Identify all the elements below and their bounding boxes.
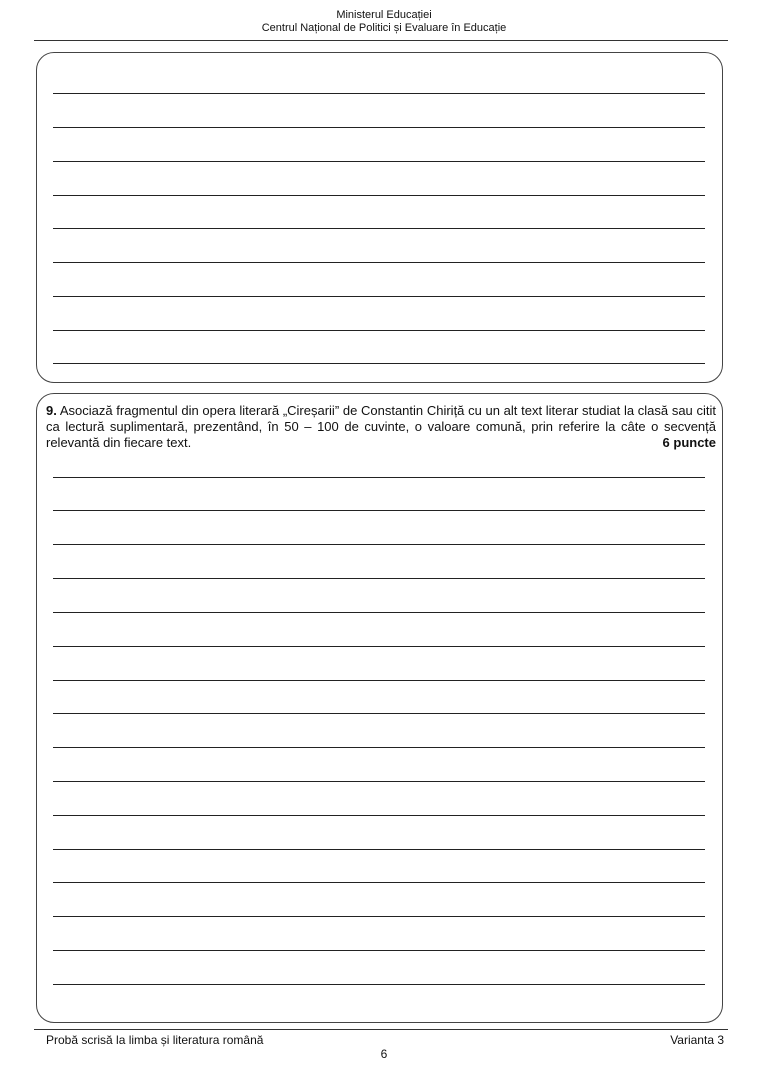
center-name: Centrul Național de Politici și Evaluare în Educație [261, 22, 507, 34]
writing-line[interactable] [53, 747, 705, 748]
writing-line[interactable] [53, 578, 705, 579]
writing-line[interactable] [53, 544, 705, 545]
page-header [0, 9, 768, 35]
writing-line[interactable] [53, 950, 705, 951]
writing-line[interactable] [53, 781, 705, 782]
writing-line[interactable] [53, 228, 705, 229]
question-text: Asociază fragmentul din opera literară „Cireșarii” de Constantin Chiriță cu un alt text literar studiat la clasă sau citit ca lectură suplimentară, prezentând, în 50 – 100 de cuvinte, o valoare comună, prin referire la câte o secvență relevantă din fiecare text. [46, 403, 716, 450]
answer-box-previous [36, 52, 723, 383]
question-9 [46, 403, 716, 451]
writing-line[interactable] [53, 815, 705, 816]
writing-line[interactable] [53, 93, 705, 94]
writing-line[interactable] [53, 195, 705, 196]
writing-line[interactable] [53, 849, 705, 850]
question-points: 6 puncte [662, 435, 716, 450]
writing-line[interactable] [53, 646, 705, 647]
writing-line[interactable] [53, 984, 705, 985]
writing-line[interactable] [53, 713, 705, 714]
ministry-name: Ministerul Educației [336, 9, 432, 21]
writing-line[interactable] [53, 262, 705, 263]
writing-line[interactable] [53, 363, 705, 364]
writing-line[interactable] [53, 680, 705, 681]
question-number: 9. [46, 403, 57, 418]
question-9-box [36, 393, 723, 1023]
header-divider [34, 40, 728, 41]
writing-line[interactable] [53, 510, 705, 511]
writing-line[interactable] [53, 916, 705, 917]
writing-line[interactable] [53, 296, 705, 297]
writing-line[interactable] [53, 127, 705, 128]
exam-name: Probă scrisă la limba și literatura română [46, 1033, 264, 1047]
footer-divider [34, 1029, 728, 1030]
writing-line[interactable] [53, 882, 705, 883]
writing-line[interactable] [53, 612, 705, 613]
page-number: 6 [380, 1047, 388, 1061]
variant-label: Varianta 3 [670, 1033, 724, 1047]
writing-line[interactable] [53, 161, 705, 162]
writing-line[interactable] [53, 477, 705, 478]
writing-line[interactable] [53, 330, 705, 331]
